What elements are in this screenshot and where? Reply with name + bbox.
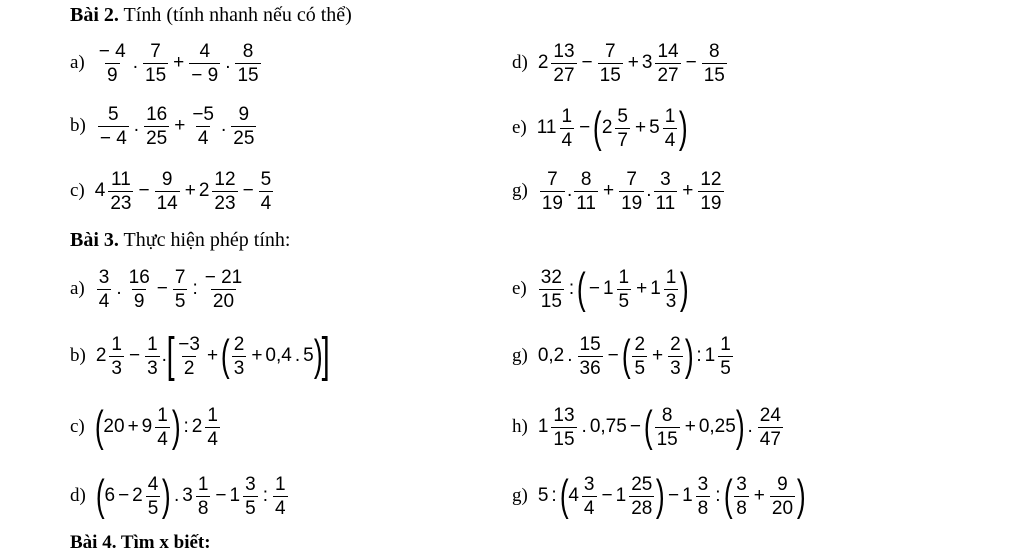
bai3-problem-g2 xyxy=(512,466,806,526)
math-expression: 4 $\frac{11}{23}$ − $\frac{9}{14}$ + 2 $\frac{12}{23}$ − $\frac{5}{4}$ xyxy=(94,168,272,214)
bai2-problem-d xyxy=(512,33,729,93)
fraction: $\frac{9}{14}$ xyxy=(156,168,178,214)
bai3-subtitle: Thực hiện phép tính: xyxy=(118,229,291,251)
problem-label: d) xyxy=(512,52,528,73)
bai3-title: Bài 3. xyxy=(70,229,119,251)
fraction: $\frac{3}{8}$ xyxy=(736,473,747,519)
bai3-problem-h xyxy=(512,397,785,457)
fraction: $\frac{4}{5}$ xyxy=(147,473,159,519)
fraction: $\frac{4}{- 9}$ xyxy=(191,40,219,86)
fraction: $\frac{1}{3}$ xyxy=(665,266,677,312)
math-expression: 5 : ( 4 $\frac{3}{4}$ − 1 $\frac{25}{28}$ ) − 1 $\frac{3}{8}$ : ( $\frac{3}{8}$ + $\frac{9}{20}$ ) xyxy=(537,471,806,520)
fraction: $\frac{8}{11}$ xyxy=(576,168,596,214)
fraction: $\frac{1}{4}$ xyxy=(561,105,573,151)
bai2-problem-e xyxy=(512,98,688,158)
problem-label: e) xyxy=(512,278,527,299)
math-expression: 0,2 . $\frac{15}{36}$ − ( $\frac{2}{5}$ + $\frac{2}{3}$ ) : 1 $\frac{1}{5}$ xyxy=(537,331,731,380)
math-expression: $\frac{5}{- 4}$ . $\frac{16}{25}$ + $\frac{-5}{4}$ . $\frac{9}{25}$ xyxy=(99,103,255,149)
fraction: $\frac{1}{4}$ xyxy=(274,473,286,519)
problem-label: e) xyxy=(512,117,527,138)
fraction: $\frac{12}{23}$ xyxy=(214,168,236,214)
problem-label: a) xyxy=(70,278,85,299)
fraction: $\frac{13}{15}$ xyxy=(553,404,575,450)
problem-label: b) xyxy=(70,345,86,366)
bai4-heading-cut: Bài 4. Tìm x biết: xyxy=(70,532,211,553)
fraction: $\frac{2}{5}$ xyxy=(634,333,646,379)
bai3-problem-c xyxy=(70,397,222,457)
fraction: $\frac{16}{25}$ xyxy=(146,103,168,149)
problem-label: g) xyxy=(512,180,528,201)
math-expression: $\frac{- 4}{9}$ . $\frac{7}{15}$ + $\frac{4}{- 9}$ . $\frac{8}{15}$ xyxy=(98,40,259,86)
problem-label: h) xyxy=(512,416,528,437)
fraction: $\frac{7}{5}$ xyxy=(174,266,186,312)
math-expression: 1 $\frac{13}{15}$ . 0,75 − ( $\frac{8}{15}$ + 0,25 ) . $\frac{24}{47}$ xyxy=(537,402,781,451)
fraction: $\frac{16}{9}$ xyxy=(128,266,150,312)
math-expression: ( 20 + 9 $\frac{1}{4}$ ) : 2 $\frac{1}{4}$ xyxy=(94,402,218,451)
fraction: $\frac{1}{5}$ xyxy=(618,266,630,312)
fraction: $\frac{1}{5}$ xyxy=(720,333,731,379)
bai3-problem-a xyxy=(70,259,246,319)
problem-label: g) xyxy=(512,485,528,506)
math-expression: 11 $\frac{1}{4}$ − ( 2 $\frac{5}{7}$ + 5 $\frac{1}{4}$ ) xyxy=(536,103,688,152)
fraction: $\frac{8}{15}$ xyxy=(237,40,259,86)
bai2-problem-a xyxy=(70,33,263,93)
fraction: $\frac{-3}{2}$ xyxy=(178,333,200,379)
fraction: $\frac{1}{4}$ xyxy=(157,404,168,450)
problem-label: a) xyxy=(70,52,85,73)
bai2-problem-c xyxy=(70,161,275,221)
fraction: $\frac{7}{19}$ xyxy=(621,168,643,214)
fraction: $\frac{13}{27}$ xyxy=(553,40,575,86)
fraction: $\frac{7}{15}$ xyxy=(599,40,621,86)
fraction: $\frac{9}{20}$ xyxy=(771,473,794,519)
fraction: $\frac{8}{15}$ xyxy=(703,40,725,86)
math-expression: $\frac{7}{19}$ . $\frac{8}{11}$ + $\frac{7}{19}$ . $\frac{3}{11}$ + $\frac{12}{19}$ xyxy=(541,168,722,214)
fraction: $\frac{15}{36}$ xyxy=(579,333,601,379)
fraction: $\frac{1}{4}$ xyxy=(207,404,218,450)
bai3-problem-d xyxy=(70,466,290,526)
fraction: $\frac{8}{15}$ xyxy=(656,404,678,450)
problem-label: c) xyxy=(70,180,85,201)
bai2-subtitle: Tính (tính nhanh nếu có thể) xyxy=(118,4,352,26)
bai2-problem-b xyxy=(70,96,258,156)
fraction: $\frac{5}{- 4}$ xyxy=(99,103,127,149)
bai2-heading xyxy=(70,4,352,26)
fraction: $\frac{5}{7}$ xyxy=(617,105,628,151)
fraction: $\frac{25}{28}$ xyxy=(631,473,653,519)
fraction: $\frac{9}{25}$ xyxy=(233,103,255,149)
math-expression: 2 $\frac{13}{27}$ − $\frac{7}{15}$ + 3 $\frac{14}{27}$ − $\frac{8}{15}$ xyxy=(537,40,725,86)
fraction: $\frac{-5}{4}$ xyxy=(192,103,214,149)
fraction: $\frac{3}{8}$ xyxy=(697,473,709,519)
fraction: $\frac{14}{27}$ xyxy=(657,40,679,86)
fraction: $\frac{1}{3}$ xyxy=(147,333,158,379)
problem-label: c) xyxy=(70,416,85,437)
fraction: $\frac{7}{19}$ xyxy=(541,168,563,214)
bai3-problem-e xyxy=(512,259,689,319)
fraction: $\frac{2}{3}$ xyxy=(233,333,245,379)
fraction: $\frac{3}{5}$ xyxy=(245,473,256,519)
problem-label: b) xyxy=(70,115,86,136)
fraction: $\frac{- 4}{9}$ xyxy=(98,40,126,86)
fraction: $\frac{- 21}{20}$ xyxy=(204,266,243,312)
math-expression: ( 6 − 2 $\frac{4}{5}$ ) . 3 $\frac{1}{8}$ − 1 $\frac{3}{5}$ : $\frac{1}{4}$ xyxy=(95,471,286,520)
bai3-problem-b xyxy=(70,326,330,386)
fraction: $\frac{1}{4}$ xyxy=(664,105,676,151)
fraction: $\frac{24}{47}$ xyxy=(759,404,781,450)
bai2-title: Bài 2. xyxy=(70,4,119,26)
bai3-heading xyxy=(70,229,290,251)
problem-label: d) xyxy=(70,485,86,506)
problem-label: g) xyxy=(512,345,528,366)
fraction: $\frac{1}{3}$ xyxy=(111,333,122,379)
bai2-problem-g xyxy=(512,161,726,221)
fraction: $\frac{11}{23}$ xyxy=(110,168,132,214)
fraction: $\frac{7}{15}$ xyxy=(145,40,167,86)
fraction: $\frac{3}{11}$ xyxy=(655,168,676,214)
fraction: $\frac{3}{4}$ xyxy=(583,473,595,519)
math-expression: $\frac{32}{15}$ : ( − 1 $\frac{1}{5}$ + 1 $\frac{1}{3}$ ) xyxy=(540,264,690,313)
math-expression: $\frac{3}{4}$ . $\frac{16}{9}$ − $\frac{7}{5}$ : $\frac{- 21}{20}$ xyxy=(98,266,243,312)
fraction: $\frac{3}{4}$ xyxy=(98,266,110,312)
fraction: $\frac{2}{3}$ xyxy=(670,333,681,379)
fraction: $\frac{5}{4}$ xyxy=(260,168,272,214)
bai3-problem-g1 xyxy=(512,326,735,386)
fraction: $\frac{1}{8}$ xyxy=(197,473,209,519)
fraction: $\frac{32}{15}$ xyxy=(540,266,562,312)
fraction: $\frac{12}{19}$ xyxy=(700,168,722,214)
math-expression: 2 $\frac{1}{3}$ − $\frac{1}{3}$ . [ $\frac{-3}{2}$ + ( $\frac{2}{3}$ + 0,4 . 5 ) ] xyxy=(95,329,331,382)
